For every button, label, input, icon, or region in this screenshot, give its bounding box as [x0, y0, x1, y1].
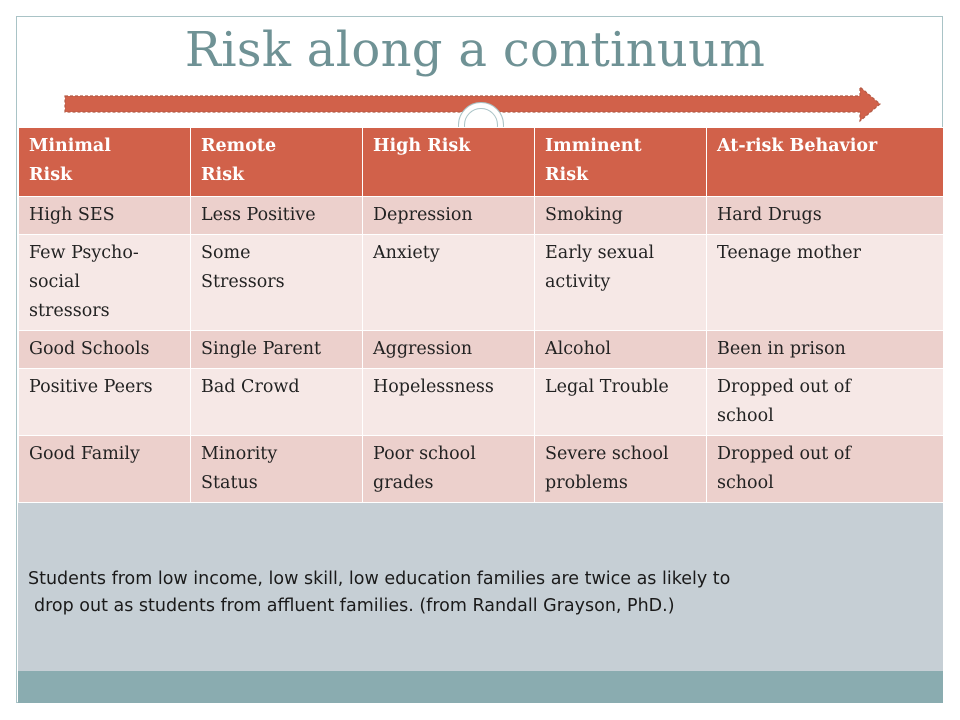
- cell-text: Depression: [373, 205, 473, 225]
- cell-text: Severe school: [545, 444, 669, 464]
- cell-text: Alcohol: [545, 339, 611, 359]
- table-row: [19, 197, 944, 235]
- cell-text: Smoking: [545, 205, 623, 225]
- bottom-bar: [18, 671, 943, 703]
- cell-text: school: [717, 406, 774, 426]
- table-cell: [707, 197, 944, 235]
- cell-text: Good Family: [29, 444, 140, 464]
- cell-text: stressors: [29, 301, 110, 321]
- cell-text: social: [29, 272, 80, 292]
- source-note: [28, 566, 928, 620]
- table-cell: [19, 369, 191, 436]
- table-cell: [19, 331, 191, 369]
- table-cell: [191, 369, 363, 436]
- table-cell: [191, 197, 363, 235]
- header-remote-risk: [191, 128, 363, 197]
- table-row: [19, 235, 944, 331]
- cell-text: Hopelessness: [373, 377, 494, 397]
- cell-text: Early sexual: [545, 243, 655, 263]
- cell-text: Dropped out of: [717, 377, 851, 397]
- table-cell: [191, 436, 363, 503]
- note-line-1: Students from low income, low skill, low education families are twice as likely to: [28, 569, 731, 589]
- cell-text: Positive Peers: [29, 377, 153, 397]
- table-row: [19, 331, 944, 369]
- header-text: Risk: [29, 165, 73, 185]
- cell-text: Single Parent: [201, 339, 322, 359]
- cell-text: school: [717, 473, 774, 493]
- header-at-risk-behavior: [707, 128, 944, 197]
- cell-text: Legal Trouble: [545, 377, 669, 397]
- cell-text: grades: [373, 473, 434, 493]
- cell-text: problems: [545, 473, 628, 493]
- table-cell: [707, 436, 944, 503]
- table-cell: [19, 235, 191, 331]
- header-text: Minimal: [29, 136, 111, 156]
- cell-text: Good Schools: [29, 339, 150, 359]
- header-text: Remote: [201, 136, 277, 156]
- table-cell: [191, 235, 363, 331]
- cell-text: Some: [201, 243, 251, 263]
- cell-text: Aggression: [373, 339, 473, 359]
- header-imminent-risk: [535, 128, 707, 197]
- cell-text: Few Psycho-: [29, 243, 139, 263]
- header-text: Imminent: [545, 136, 642, 156]
- table-cell: [363, 235, 535, 331]
- table-cell: [707, 235, 944, 331]
- table-cell: [535, 331, 707, 369]
- table-cell: [707, 331, 944, 369]
- header-text: Risk: [545, 165, 589, 185]
- table-cell: [19, 197, 191, 235]
- header-text: Risk: [201, 165, 245, 185]
- cell-text: Poor school: [373, 444, 476, 464]
- table-cell: [363, 436, 535, 503]
- cell-text: Minority: [201, 444, 278, 464]
- cell-text: Hard Drugs: [717, 205, 822, 225]
- cell-text: activity: [545, 272, 611, 292]
- cell-text: Stressors: [201, 272, 285, 292]
- header-high-risk: [363, 128, 535, 197]
- cell-text: Bad Crowd: [201, 377, 300, 397]
- cell-text: High SES: [29, 205, 115, 225]
- table-cell: [707, 369, 944, 436]
- cell-text: Less Positive: [201, 205, 316, 225]
- cell-text: Dropped out of: [717, 444, 851, 464]
- table-cell: [191, 331, 363, 369]
- cell-text: Anxiety: [373, 243, 440, 263]
- table-cell: [363, 197, 535, 235]
- table-header-row: [19, 128, 944, 197]
- cell-text: Been in prison: [717, 339, 846, 359]
- note-line-2: drop out as students from affluent families. (from Randall Grayson, PhD.): [34, 596, 675, 616]
- cell-text: Teenage mother: [717, 243, 862, 263]
- cell-text: Status: [201, 473, 258, 493]
- table-cell: [535, 235, 707, 331]
- table-cell: [535, 197, 707, 235]
- table-cell: [535, 369, 707, 436]
- table-row: [19, 436, 944, 503]
- header-text: High Risk: [373, 136, 471, 156]
- table-cell: [19, 436, 191, 503]
- slide-title: Risk along a continuum: [184, 22, 766, 78]
- table-cell: [363, 369, 535, 436]
- table-cell: [535, 436, 707, 503]
- header-text: At-risk Behavior: [717, 136, 878, 156]
- risk-table: [18, 127, 944, 503]
- header-minimal-risk: [19, 128, 191, 197]
- table-cell: [363, 331, 535, 369]
- table-row: [19, 369, 944, 436]
